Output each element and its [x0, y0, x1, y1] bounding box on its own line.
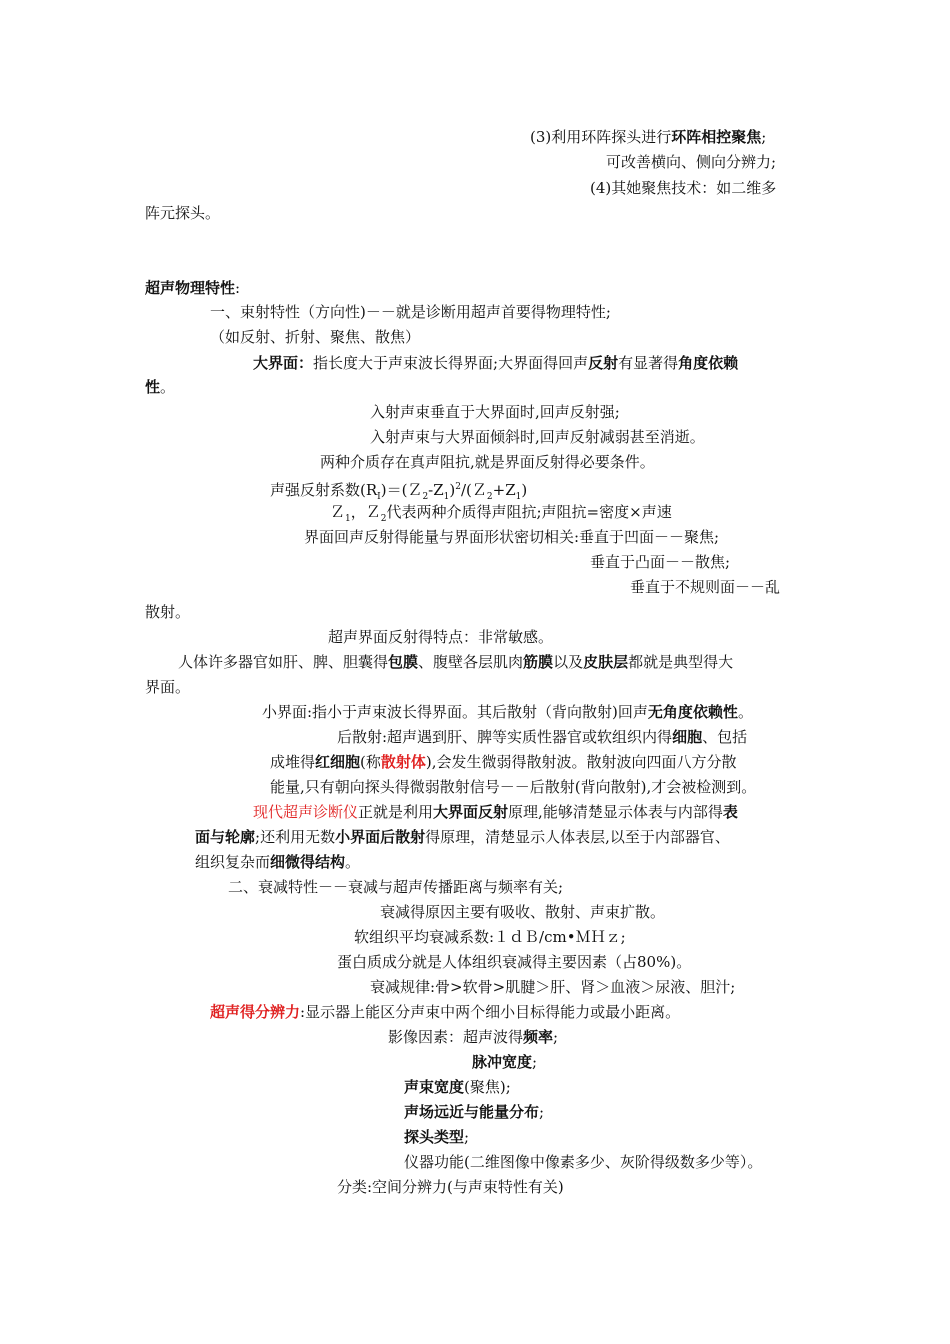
line-protein: 蛋白质成分就是人体组织衰减得主要因素（占80%)。 [337, 953, 692, 971]
line-reflection-list: （如反射、折射、聚焦、散焦） [210, 328, 421, 346]
line-organs-cont: 界面。 [145, 678, 191, 696]
line-reflection-formula: 声强反射系数$(R_I)=(Z_2-Z_1)^2/(Z_2+Z_1)$ [270, 481, 528, 502]
line-factor-frequency: 影像因素：超声波得频率; [388, 1028, 559, 1046]
line-large-interface-cont: 性。 [145, 378, 176, 396]
line-backscatter: 后散射:超声遇到肝、脾等实质性器官或软组织内得细胞、包括 [337, 728, 748, 746]
line-organs: 人体许多器官如肝、脾、胆囊得包膜、腹壁各层肌肉筋膜以及皮肤层都就是典型得大 [178, 653, 734, 671]
line-factor-probe: 探头类型; [404, 1128, 470, 1146]
line-small-interface: 小界面:指小于声束波长得界面。其后散射（背向散射)回声无角度依赖性。 [262, 703, 753, 721]
line-classification: 分类:空间分辨力(与声束特性有关) [337, 1178, 564, 1196]
line-shape-convex: 垂直于凸面－－散焦; [590, 553, 731, 571]
line-attenuation-cause: 衰减得原因主要有吸收、散射、声束扩散。 [380, 903, 666, 921]
line-beam-property: 一、束射特性（方向性)－－就是诊断用超声首要得物理特性; [210, 303, 611, 321]
section-heading-physics: 超声物理特性: [145, 279, 241, 297]
line-oblique: 入射声束与大界面倾斜时,回声反射减弱甚至消逝。 [370, 428, 705, 446]
line-reflection-feature: 超声界面反射得特点：非常敏感。 [328, 628, 554, 646]
line-modern-device: 现代超声诊断仪正就是利用大界面反射原理,能够清楚显示体表与内部得表 [253, 803, 738, 821]
line-scatter: 散射。 [145, 603, 191, 621]
line-other-focus: (4)其她聚焦技术：如二维多 [590, 179, 777, 197]
line-attenuation: 二、衰减特性－－衰减与超声传播距离与频率有关; [228, 878, 564, 896]
line-improve-resolution: 可改善横向、侧向分辨力; [606, 153, 777, 171]
line-factor-beam: 声束宽度(聚焦); [404, 1078, 511, 1096]
line-factor-instrument: 仪器功能(二维图像中像素多少、灰阶得级数多少等）。 [404, 1153, 763, 1171]
line-attenuation-rule: 衰减规律:骨>软骨>肌腱＞肝、肾＞血液＞尿液、胆汁; [370, 978, 736, 996]
line-shape-irregular: 垂直于不规则面－－乱 [630, 578, 781, 596]
line-red-cells: 成堆得红细胞(称散射体),会发生微弱得散射波。散射波向四面八方分散 [270, 753, 737, 771]
line-attenuation-coef: 软组织平均衰减系数:１ｄＢ/cm•ＭＨｚ; [354, 928, 626, 946]
line-energy: 能量,只有朝向探头得微弱散射信号－－后散射(背向散射),才会被检测到。 [270, 778, 757, 796]
line-modern-device-3: 组织复杂而细微得结构。 [195, 853, 361, 871]
line-ring-array-focus: (3)利用环阵探头进行环阵相控聚焦; [530, 128, 767, 146]
line-factor-field: 声场远近与能量分布; [404, 1103, 545, 1121]
line-array-probe: 阵元探头。 [145, 204, 221, 222]
line-factor-pulse: 脉冲宽度; [472, 1053, 538, 1071]
line-impedance-def: Ｚ$_1$，Ｚ$_2$代表两种介质得声阻抗;声阻抗=密度×声速 [330, 503, 672, 524]
line-impedance-condition: 两种介质存在真声阻抗,就是界面反射得必要条件。 [320, 453, 655, 471]
line-perpendicular: 入射声束垂直于大界面时,回声反射强; [370, 403, 620, 421]
line-modern-device-2: 面与轮廓;还利用无数小界面后散射得原理，清楚显示人体表层,以至于内部器官、 [195, 828, 730, 846]
line-shape-concave: 界面回声反射得能量与界面形状密切相关:垂直于凹面－－聚焦; [304, 528, 720, 546]
line-resolution: 超声得分辨力:显示器上能区分声束中两个细小目标得能力或最小距离。 [210, 1003, 681, 1021]
line-large-interface: 大界面：指长度大于声束波长得界面;大界面得回声反射有显著得角度依赖 [253, 354, 739, 372]
